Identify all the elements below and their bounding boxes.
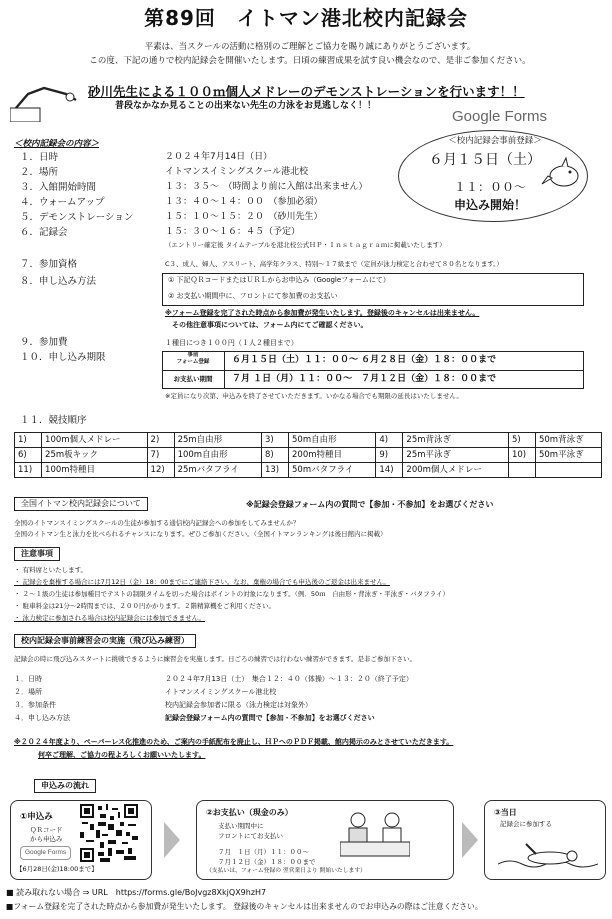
bubble-open: 申込み開始！ <box>453 198 526 212</box>
event-name: 25m平泳ぎ <box>403 448 509 463</box>
record-note: （エントリー確定後 タイムテーブルを港北校公式ＨＰ・Ｉｎｓｔａｇｒａｍに掲載いたします） <box>165 241 446 249</box>
event-name: 50m背泳ぎ <box>535 433 601 448</box>
event-name: 100m個人メドレー <box>42 433 148 448</box>
event-name: 25mバタフライ <box>174 463 261 478</box>
fee-value: １種目につき１００円（１人２種目まで） <box>165 339 298 347</box>
google-forms-logo: Google Forms <box>452 108 548 125</box>
paperless-line-1: ※２０２４年度より、ペーパーレス化推進のため、ご案内の手紙配布を廃止し、ＨＰへのＰＤＦ掲載、館内掲示のみとさせていただきます。 <box>14 738 454 746</box>
page-title: 第89回 イトマン港北校内記録会 <box>144 6 468 30</box>
event-num: 13) <box>261 463 288 478</box>
practice-value-apply: 記録会登録フォーム内の質問で【参加・不参加】をお選びください <box>165 714 375 722</box>
apply-option-2: ② お支払い期間中に、フロントにて参加費のお支払い <box>168 292 338 300</box>
flow-step2-date1: ７月 １日（月）１１：００～ <box>218 848 309 856</box>
bubble-date: ６月１５日（土） <box>429 152 541 168</box>
flow-step1-until: 【6月28日(金)18:00まで】 <box>16 865 98 873</box>
practice-label-condition: ３．参加条件 <box>14 701 56 709</box>
flow-step2-title: ②お支払い（現金のみ） <box>206 808 293 817</box>
event-name: 50mバタフライ <box>289 463 376 478</box>
deadline-pay-value: ７月 １日（月）１１：００～ ７月１２日（金）１８：００まで <box>232 374 497 384</box>
event-name: 25m板キック <box>42 448 148 463</box>
apply-note-2: その他注意事項については、フォーム内にてご確認ください。 <box>172 321 368 329</box>
event-name: 100m特種目 <box>42 463 148 478</box>
detail-label-demo: ５．デモンストレーション <box>20 212 134 223</box>
event-num: 2) <box>147 433 174 448</box>
event-num: 14) <box>376 463 403 478</box>
detail-value-meet: １５：３０～１６：４５（予定） <box>165 227 301 237</box>
event-num: 8) <box>261 448 288 463</box>
note-item-4: ・ 駐車料金は21分～2時間までは、２００円かかります。２階精算機をご利用ください。 <box>14 602 275 610</box>
detail-label-place: ２．場所 <box>20 167 59 178</box>
bubble-time: １１：００～ <box>453 180 526 194</box>
detail-value-date: ２０２４年7月14日（日） <box>165 152 273 162</box>
zenkoku-line-2: 全国のイトマン生と泳力を比べられるチャンスになります。ぜひご参加ください。（全国イトマンランキングは後日館内に掲載） <box>14 530 387 538</box>
eligibility-label: ７．参加資格 <box>20 259 78 270</box>
flow-step2-line1: 支払い期間中に <box>218 822 264 830</box>
flow-step1-sub1: ＱＲコード <box>30 826 63 834</box>
note-item-1: ・ 有料席といたします。 <box>14 566 88 574</box>
notes-header: 注意事項 <box>14 547 60 561</box>
apply-label: ８．申し込み方法 <box>20 276 97 287</box>
note-item-2: ・ 記録会を棄権する場合には7月12日（金）18：00までにご連絡下さい。なお、棄権の場合でも申込後のご返金は出来ません。 <box>14 578 390 586</box>
event-num: 12) <box>147 463 174 478</box>
bubble-label: ＜校内記録会事前登録＞ <box>448 136 542 146</box>
event-num: 5) <box>508 433 535 448</box>
event-num: 4) <box>376 433 403 448</box>
practice-intro: 記録会の時に飛び込みスタートに挑戦できるように練習会を実施します。日ごろの練習では行わない練習ができます。是非ご参加下さい。 <box>14 655 416 663</box>
deadline-pay-label: お支払い期間 <box>173 375 213 383</box>
intro-line-1: 平素は、当スクールの活動に格別のご理解とご協力を賜り誠にありがとうございます。 <box>144 42 476 52</box>
apply-option-1: ① 下記ＱＲコードまたはＵＲＬからお申込み（Googleフォームにて） <box>168 276 390 284</box>
intro-line-2: この度、下記の通りで校内記録会を開催いたします。日頃の練習成果を試す良い機会なので、是非ご参加ください。 <box>89 56 531 66</box>
detail-label-date: １．日時 <box>20 152 59 163</box>
event-name <box>535 463 601 478</box>
events-row <box>15 433 602 448</box>
flow-step2-note: （支払いは、フォーム登録の 翌営業日より 開始いたします） <box>206 868 366 874</box>
flow-step2-date2: ７月１２日（金）１８：００まで <box>218 858 316 866</box>
zenkoku-form-note: ※記録会登録フォーム内の質問で【参加・不参加】をお選びください <box>246 500 494 509</box>
flow-step1-sub2: から申込み <box>30 835 63 843</box>
detail-value-place: イトマンスイミングスクール港北校 <box>165 167 309 177</box>
demo-headline: 砂川先生による１００ｍ個人メドレーのデモンストレーションを行います！！ <box>88 84 525 99</box>
detail-value-entry: １３：３５～ （時間より前に入館は出来ません） <box>165 182 368 192</box>
detail-label-entry: ３．入館開始時間 <box>20 182 97 193</box>
flow-step2-line2: フロントにてお支払い <box>218 832 283 840</box>
event-num <box>508 463 535 478</box>
flow-step1-title: ①申込み <box>20 812 53 822</box>
dolphin-icon <box>540 152 588 194</box>
practice-header: 校内記録会事前練習会の実施（飛び込み練習） <box>14 634 196 648</box>
note-item-3: ・ ２～１級の生徒は参加種目でテストの制限タイムを切った場合はポイントの対象になります。（例．50ｍ 自由形・背泳ぎ・平泳ぎ・バタフライ） <box>14 590 449 598</box>
flow-arrow-1-icon <box>164 822 180 858</box>
event-num: 1) <box>15 433 42 448</box>
event-name: 200m特種目 <box>289 448 376 463</box>
flow-step3-sub: 記録会に参加する <box>500 820 552 828</box>
practice-value-place: イトマンスイミングスクール港北校 <box>165 688 277 696</box>
events-table <box>14 432 602 478</box>
deadline-form-label: 事前 フォーム登録 <box>176 352 210 365</box>
zenkoku-header: 全国イトマン校内記録会について <box>14 497 148 511</box>
diving-swimmer-illustration <box>10 84 80 122</box>
flow-step1-forms-badge: Google Forms <box>20 846 71 860</box>
event-name: 100m自由形 <box>174 448 261 463</box>
demo-subtext: 普段なかなか見ることの出来ない先生の力泳をお見逃しなく！！ <box>115 101 377 111</box>
swimming-illustration <box>498 836 598 874</box>
practice-label-date: １．日時 <box>14 675 42 683</box>
paperless-line-2: 何卒ご理解、ご協力の程よろしくお願いいたします。 <box>38 751 206 759</box>
detail-value-warmup: １３：４０～１４：００ （参加必須） <box>165 197 323 207</box>
event-num: 9) <box>376 448 403 463</box>
flow-step3-title: ③当日 <box>494 808 517 817</box>
events-row <box>15 463 602 478</box>
events-row <box>15 448 602 463</box>
practice-value-condition: 校内記録会参加者に限る（泳力検定は対象外） <box>165 701 312 709</box>
eligibility-value: C３、成人、婦人、アスリート、高学年クラス、特別～１７級まで（定員が泳力検定と合わせて８０名となります。） <box>165 260 503 268</box>
qr-code[interactable] <box>80 804 138 862</box>
event-name: 25m自由形 <box>174 433 261 448</box>
deadline-divider <box>162 370 584 371</box>
footer-final-line: ■フォーム登録を完了された時点から参加費が発生いたします。 登録後のキャンセルは出来ませんのでお申込みの際はご注意ください。 <box>6 902 483 911</box>
detail-value-demo: １５：１０～１５：２０ （砂川先生） <box>165 212 323 222</box>
deadline-note: ※定員になり次第、申込みを終了させていただきます。いかなる場合でも期限の延長はいたしません。 <box>165 392 463 400</box>
detail-label-meet: ６．記録会 <box>20 227 68 238</box>
flow-header: 申込みの流れ <box>34 779 96 793</box>
events-label: １１．競技順序 <box>20 415 87 426</box>
deadline-col-divider <box>224 351 225 389</box>
event-name: 25m背泳ぎ <box>403 433 509 448</box>
practice-value-date: ２０２４年7月13日（土） 集合１２：４０（体操）～１３：２０（終了予定） <box>165 675 413 683</box>
apply-note-1: ※フォーム登録を完了された時点から参加費が発生いたします。登録後のキャンセルは出来ません。 <box>165 309 480 317</box>
practice-label-place: ２．場所 <box>14 688 42 696</box>
event-num: 10) <box>508 448 535 463</box>
event-name: 50m平泳ぎ <box>535 448 601 463</box>
deadline-label: １０．申し込み期限 <box>20 352 106 363</box>
event-num: 11) <box>15 463 42 478</box>
event-name: 50m自由形 <box>289 433 376 448</box>
deadline-form-value: ６月１５日（土）１１：００～ ６月２８日（金）１８：００まで <box>232 355 497 365</box>
note-item-5: ・ 泳力検定に参加される場合は校内記録会には参加できません。 <box>14 614 205 622</box>
event-num: 3) <box>261 433 288 448</box>
zenkoku-line-1: 全国のイトマンスイミングスクールの生徒が参加する通信校内記録会への参加をしてみませんか？ <box>14 519 300 527</box>
fee-label: ９．参加費 <box>20 337 68 348</box>
event-name: 200m個人メドレー <box>403 463 509 478</box>
event-num: 6) <box>15 448 42 463</box>
footer-url-line: ■ 読み取れない場合 ⇒ URL https://forms.gle/BoJvgz8XkjQX9hzH7 <box>6 888 267 897</box>
detail-label-warmup: ４．ウォームアップ <box>20 197 105 208</box>
event-num: 7) <box>147 448 174 463</box>
section-label: ＜校内記録会の内容＞ <box>14 139 100 149</box>
flow-arrow-2-icon <box>462 822 478 858</box>
front-desk-illustration <box>340 808 410 858</box>
practice-label-apply: ４．申し込み方法 <box>14 714 70 722</box>
